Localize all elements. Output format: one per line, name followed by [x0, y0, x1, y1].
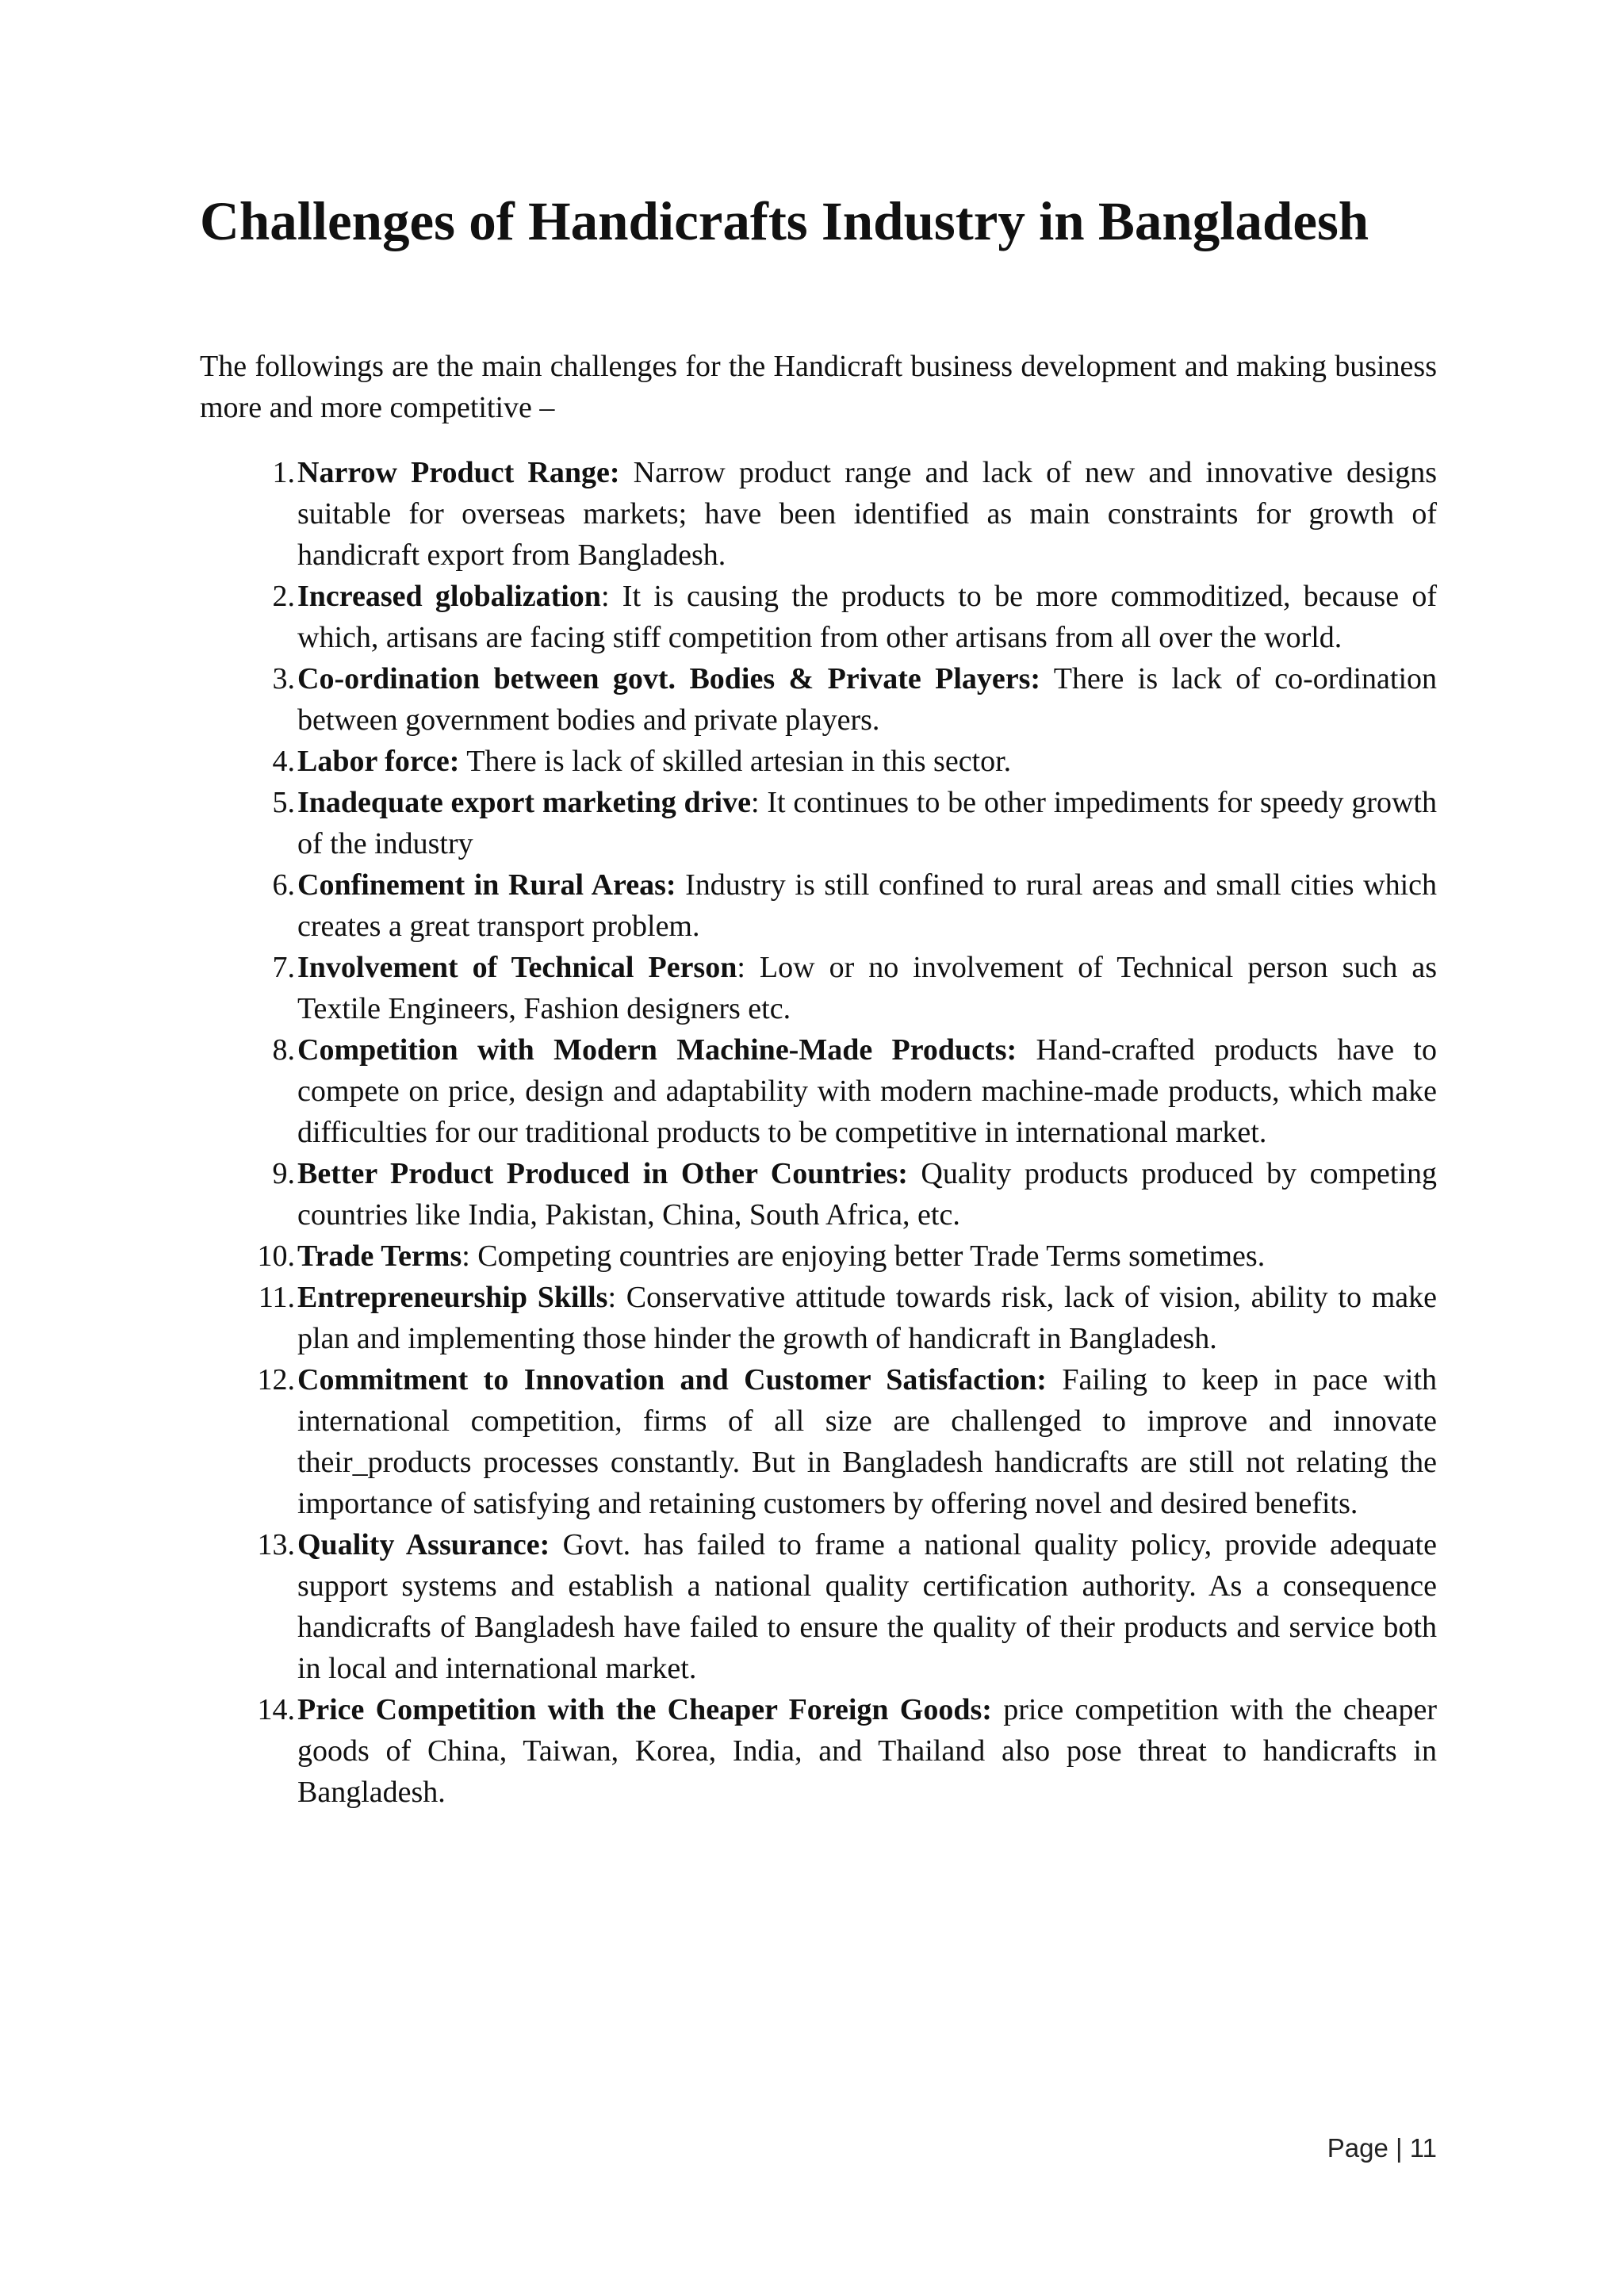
list-item — [200, 1689, 1437, 1813]
list-item-title: Inadequate export marketing drive — [297, 786, 751, 819]
list-item-number: 10. — [257, 1239, 295, 1273]
intro-paragraph: The followings are the main challenges for the Handicraft business development and making business more and more competitive – — [200, 350, 1437, 424]
list-item — [200, 1524, 1437, 1689]
list-item-text: There is lack of co-ordination between government bodies and private players. — [297, 662, 1437, 737]
list-item — [200, 1029, 1437, 1153]
list-item-number: 6. — [272, 868, 295, 902]
list-item-number: 1. — [272, 456, 295, 489]
list-item-text: Narrow product range and lack of new and innovative designs suitable for overseas markets; have been identified as main constraints for growth of handicraft export from Bangladesh. — [297, 456, 1437, 572]
list-item — [200, 1153, 1437, 1236]
page-title: Challenges of Handicrafts Industry in Bangladesh — [200, 191, 1369, 251]
list-item — [200, 864, 1437, 947]
list-item-text: Industry is still confined to rural areas and small cities which creates a great transport problem. — [297, 868, 1437, 943]
list-item — [200, 1236, 1437, 1277]
list-item-number: 11. — [258, 1281, 295, 1314]
list-item-title: Commitment to Innovation and Customer Satisfaction: — [297, 1363, 1047, 1397]
list-item-number: 3. — [272, 662, 295, 695]
list-item-number: 8. — [272, 1033, 295, 1067]
list-item-title: Price Competition with the Cheaper Foreign Goods: — [297, 1693, 992, 1726]
list-item-title: Co-ordination between govt. Bodies & Private Players: — [297, 662, 1041, 695]
list-item-title: Confinement in Rural Areas: — [297, 868, 676, 902]
list-item-text: Failing to keep in pace with international competition, firms of all size are challenged to improve and innovate their_products processes constantly. But in Bangladesh handicrafts are still not relating the importance of satisfying and retaining customers by offering novel and desired benefits. — [297, 1363, 1437, 1520]
list-item-number: 5. — [272, 786, 295, 819]
list-item-text: There is lack of skilled artesian in this sector. — [459, 745, 1012, 778]
list-item — [200, 782, 1437, 864]
list-item-title: Better Product Produced in Other Countries: — [297, 1157, 908, 1190]
list-item-text: : It continues to be other impediments for speedy growth of the industry — [297, 786, 1437, 860]
list-item-number: 12. — [257, 1363, 295, 1397]
challenge-list — [200, 452, 1437, 1813]
list-item-number: 2. — [272, 580, 295, 613]
list-item — [200, 947, 1437, 1029]
page-number: Page | 11 — [1327, 2133, 1437, 2163]
list-item-number: 14. — [257, 1693, 295, 1726]
list-item — [200, 576, 1437, 658]
list-item-text: price competition with the cheaper goods of China, Taiwan, Korea, India, and Thailand also pose threat to handicrafts in Bangladesh. — [297, 1693, 1437, 1809]
list-item-title: Competition with Modern Machine-Made Products: — [297, 1033, 1017, 1067]
list-item — [200, 741, 1437, 782]
list-item-text: Quality products produced by competing countries like India, Pakistan, China, South Africa, etc. — [297, 1157, 1437, 1232]
list-item-title: Entrepreneurship Skills — [297, 1281, 608, 1314]
list-item — [200, 1277, 1437, 1359]
list-item-title: Narrow Product Range: — [297, 456, 620, 489]
list-item-title: Involvement of Technical Person — [297, 951, 737, 984]
list-item-text: : Low or no involvement of Technical person such as Textile Engineers, Fashion designers etc. — [297, 951, 1437, 1025]
list-item-title: Increased globalization — [297, 580, 601, 613]
list-item-title: Labor force: — [297, 745, 460, 778]
list-item-number: 7. — [272, 951, 295, 984]
list-item-text: : Conservative attitude towards risk, lack of vision, ability to make plan and implementing those hinder the growth of handicraft in Bangladesh. — [297, 1281, 1438, 1355]
list-item-text: : Competing countries are enjoying better Trade Terms sometimes. — [462, 1239, 1266, 1273]
list-item-number: 4. — [272, 745, 295, 778]
list-item-title: Quality Assurance: — [297, 1528, 550, 1561]
list-item-text: Hand-crafted products have to compete on price, design and adaptability with modern machine-made products, which make difficulties for our traditional products to be competitive in international market. — [297, 1033, 1437, 1149]
list-item-number: 13. — [257, 1528, 295, 1561]
list-item-title: Trade Terms — [297, 1239, 462, 1273]
list-item — [200, 658, 1437, 741]
list-item-text: Govt. has failed to frame a national quality policy, provide adequate support systems and establish a national quality certification authority. As a consequence handicrafts of Bangladesh have failed to ensure the quality of their products and service both in local and international market. — [297, 1528, 1437, 1685]
list-item-text: : It is causing the products to be more commoditized, because of which, artisans are facing stiff competition from other artisans from all over the world. — [297, 580, 1438, 654]
list-item — [200, 1359, 1437, 1524]
list-item — [200, 452, 1437, 576]
list-item-number: 9. — [272, 1157, 295, 1190]
